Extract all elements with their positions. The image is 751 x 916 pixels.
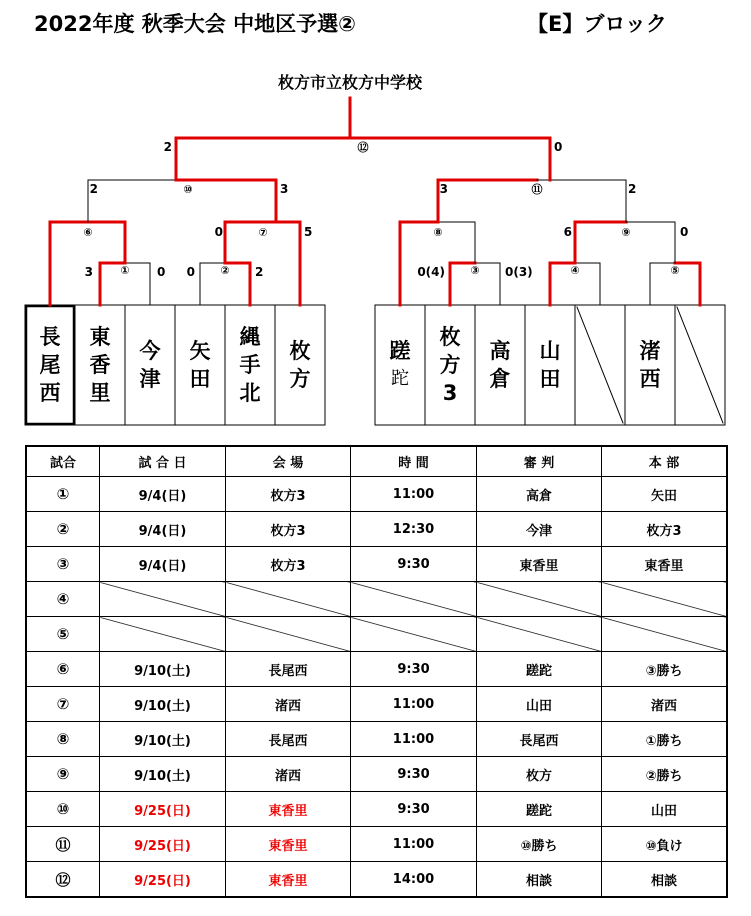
referee-cell: 東香里: [477, 547, 602, 582]
match-cell: ④: [26, 582, 100, 617]
hq-cell: ①勝ち: [602, 722, 728, 757]
score-label: 3: [439, 182, 448, 196]
team-name-char: 東: [89, 325, 111, 349]
team-name-char: 方: [289, 367, 311, 391]
schedule-header-row: [26, 446, 727, 477]
team-name-char: 枚: [289, 339, 311, 363]
time-cell: 9:30: [351, 547, 477, 582]
team-box: [425, 305, 475, 425]
match-label: ⑫: [357, 141, 369, 154]
hq-cell: ②勝ち: [602, 757, 728, 792]
page-title: 2022年度 秋季大会 中地区予選②: [34, 12, 356, 36]
referee-cell: 枚方: [477, 757, 602, 792]
schedule-row: [26, 617, 727, 652]
time-cell: 11:00: [351, 687, 477, 722]
match-cell: ⑨: [26, 757, 100, 792]
match-cell: ⑤: [26, 617, 100, 652]
date-cell: 9/25(日): [100, 862, 226, 898]
team-box: [275, 305, 325, 425]
hq-cell: ③勝ち: [602, 652, 728, 687]
hq-cell: 東香里: [602, 547, 728, 582]
team-name-char: 矢: [189, 339, 211, 363]
team-name-char: 田: [189, 367, 211, 391]
schedule-row: [26, 792, 727, 827]
score-label: 0: [554, 140, 563, 154]
team-box: [175, 305, 225, 425]
date-cell: 9/25(日): [100, 827, 226, 862]
block-label: 【E】ブロック: [527, 12, 667, 36]
hq-cell: 相談: [602, 862, 728, 898]
hq-cell: 枚方3: [602, 512, 728, 547]
team-name-char: 山: [539, 339, 561, 363]
score-label: 5: [304, 225, 313, 239]
team-name-char: 縄: [239, 325, 261, 349]
score-label: 2: [89, 182, 98, 196]
team-box: [25, 305, 75, 425]
team-name-char: 北: [239, 381, 261, 405]
date-cell: 9/10(土): [100, 757, 226, 792]
schedule-row: [26, 547, 727, 582]
time-cell: 14:00: [351, 862, 477, 898]
hq-cell: [602, 617, 728, 652]
venue-cell: 渚西: [226, 687, 351, 722]
team-box: [75, 305, 125, 425]
col-header-time: 時 間: [351, 446, 477, 477]
match-label: ⑩: [183, 183, 193, 196]
schedule-table: [25, 445, 728, 898]
team-name-char: 西: [639, 367, 661, 391]
venue-cell: 枚方3: [226, 547, 351, 582]
team-name-char: 渚: [639, 339, 661, 363]
team-box: [375, 305, 425, 425]
score-label: 3: [280, 182, 289, 196]
hq-cell: [602, 582, 728, 617]
venue-cell: 枚方3: [226, 477, 351, 512]
time-cell: 9:30: [351, 792, 477, 827]
time-cell: 9:30: [351, 757, 477, 792]
venue-cell: 長尾西: [226, 652, 351, 687]
score-label: 2: [255, 265, 264, 279]
score-label: 0: [186, 265, 195, 279]
team-box: [675, 305, 725, 425]
team-box: [125, 305, 175, 425]
col-header-match: 試合: [26, 446, 100, 477]
hq-cell: ⑩負け: [602, 827, 728, 862]
venue-cell: [226, 582, 351, 617]
team-box: [575, 305, 625, 425]
team-name-char: 3: [442, 381, 458, 405]
team-name-char: 西: [39, 381, 61, 405]
team-name-char: 津: [139, 367, 161, 391]
schedule-row: [26, 687, 727, 722]
score-label: 0: [214, 225, 223, 239]
match-label: ④: [570, 264, 580, 277]
schedule-row: [26, 512, 727, 547]
venue-cell: 枚方3: [226, 512, 351, 547]
score-label: 2: [628, 182, 637, 196]
score-label: 0(3): [505, 265, 533, 279]
date-cell: [100, 582, 226, 617]
venue-cell: 東香里: [226, 862, 351, 898]
referee-cell: [477, 617, 602, 652]
team-name-char: 田: [539, 367, 561, 391]
referee-cell: [477, 582, 602, 617]
score-label: 0: [157, 265, 166, 279]
date-cell: 9/10(土): [100, 652, 226, 687]
venue-cell: [226, 617, 351, 652]
col-header-date: 試 合 日: [100, 446, 226, 477]
team-name-char: 蹉: [389, 339, 411, 363]
schedule-row: [26, 862, 727, 898]
col-header-referee: 審 判: [477, 446, 602, 477]
date-cell: 9/4(日): [100, 512, 226, 547]
date-cell: 9/10(土): [100, 722, 226, 757]
time-cell: 11:00: [351, 827, 477, 862]
col-header-hq: 本 部: [602, 446, 728, 477]
venue-cell: 東香里: [226, 792, 351, 827]
match-label: ⑦: [258, 226, 268, 239]
match-cell: ⑧: [26, 722, 100, 757]
date-cell: 9/4(日): [100, 547, 226, 582]
hq-cell: 渚西: [602, 687, 728, 722]
time-cell: [351, 582, 477, 617]
match-label: ②: [220, 264, 230, 277]
time-cell: 12:30: [351, 512, 477, 547]
match-label: ⑤: [670, 264, 680, 277]
score-label: 0(4): [417, 265, 445, 279]
match-label: ⑨: [621, 226, 631, 239]
referee-cell: 長尾西: [477, 722, 602, 757]
hq-cell: 山田: [602, 792, 728, 827]
team-box: [225, 305, 275, 425]
score-label: 6: [563, 225, 572, 239]
match-cell: ③: [26, 547, 100, 582]
team-name-char: 里: [89, 381, 111, 405]
winner-name: 枚方市立枚方中学校: [277, 73, 422, 92]
referee-cell: 山田: [477, 687, 602, 722]
time-cell: 9:30: [351, 652, 477, 687]
team-box: [625, 305, 675, 425]
schedule-row: [26, 827, 727, 862]
referee-cell: ⑩勝ち: [477, 827, 602, 862]
team-name-char: 高: [489, 339, 511, 363]
team-name-char: 跎: [391, 368, 409, 389]
score-label: 0: [680, 225, 689, 239]
match-label: ⑧: [433, 226, 443, 239]
schedule-row: [26, 652, 727, 687]
date-cell: 9/4(日): [100, 477, 226, 512]
venue-cell: 渚西: [226, 757, 351, 792]
col-header-venue: 会 場: [226, 446, 351, 477]
team-box: [475, 305, 525, 425]
match-label: ⑥: [83, 226, 93, 239]
team-name-char: 方: [439, 353, 461, 377]
team-name-char: 手: [239, 353, 261, 377]
date-cell: 9/10(土): [100, 687, 226, 722]
time-cell: [351, 617, 477, 652]
team-name-char: 尾: [39, 353, 61, 377]
date-cell: 9/25(日): [100, 792, 226, 827]
match-label: ③: [470, 264, 480, 277]
score-label: 2: [163, 140, 172, 154]
venue-cell: 長尾西: [226, 722, 351, 757]
match-cell: ②: [26, 512, 100, 547]
team-box: [525, 305, 575, 425]
match-cell: ⑩: [26, 792, 100, 827]
venue-cell: 東香里: [226, 827, 351, 862]
referee-cell: 蹉跎: [477, 792, 602, 827]
team-name-char: 今: [139, 339, 161, 363]
match-cell: ⑦: [26, 687, 100, 722]
match-cell: ⑪: [26, 827, 100, 862]
hq-cell: 矢田: [602, 477, 728, 512]
team-name-char: 香: [89, 353, 111, 377]
time-cell: 11:00: [351, 722, 477, 757]
referee-cell: 蹉跎: [477, 652, 602, 687]
referee-cell: 相談: [477, 862, 602, 898]
match-cell: ①: [26, 477, 100, 512]
schedule-row: [26, 722, 727, 757]
schedule-row: [26, 582, 727, 617]
team-name-char: 枚: [439, 325, 461, 349]
score-label: 3: [84, 265, 93, 279]
schedule-row: [26, 477, 727, 512]
referee-cell: 高倉: [477, 477, 602, 512]
match-cell: ⑫: [26, 862, 100, 898]
team-name-char: 長: [39, 325, 61, 349]
date-cell: [100, 617, 226, 652]
referee-cell: 今津: [477, 512, 602, 547]
match-label: ①: [120, 264, 130, 277]
schedule-row: [26, 757, 727, 792]
team-name-char: 倉: [489, 367, 511, 391]
match-cell: ⑥: [26, 652, 100, 687]
time-cell: 11:00: [351, 477, 477, 512]
match-label: ⑪: [531, 183, 543, 196]
